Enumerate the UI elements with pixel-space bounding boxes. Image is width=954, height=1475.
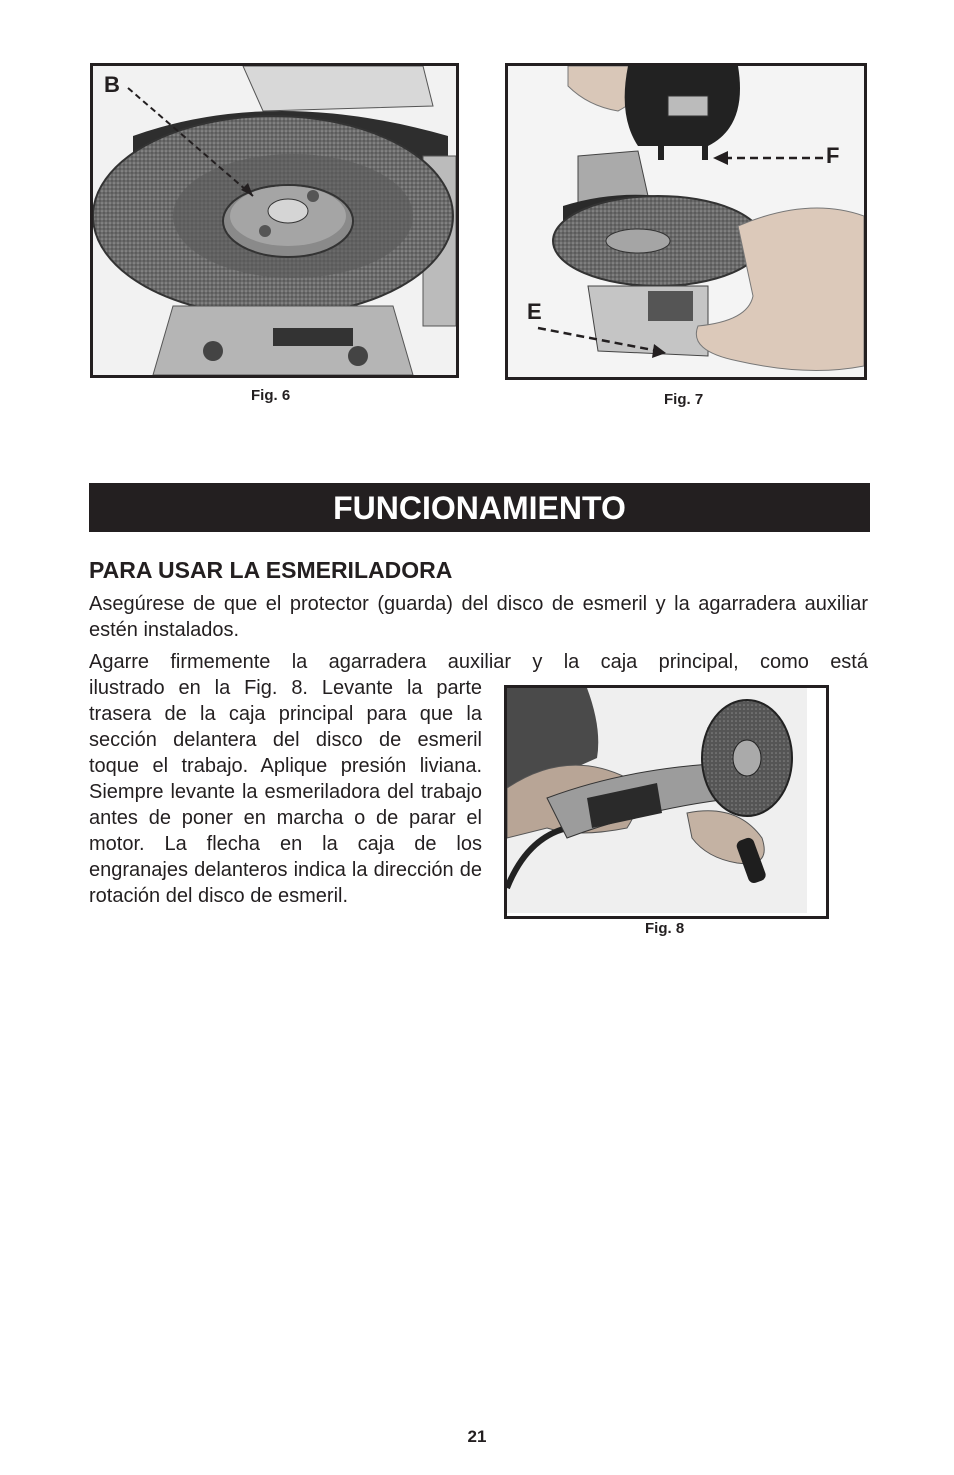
figure-8-caption: Fig. 8 (645, 920, 685, 937)
paragraph-2-line-1: Agarre firmemente la agarradera auxiliar y la caja principal, como está (89, 651, 868, 673)
section-subheading: PARA USAR LA ESMERILADORA (89, 557, 453, 583)
figure-6-caption: Fig. 6 (251, 387, 291, 404)
guard-installation-illustration (508, 66, 864, 377)
callout-b: B (104, 72, 120, 97)
figure-7-photo (505, 63, 867, 380)
section-banner: FUNCIONAMIENTO (89, 483, 870, 532)
grinding-wheel-illustration (93, 66, 456, 375)
page-number: 21 (467, 1427, 487, 1446)
paragraph-1: Asegúrese de que el protector (guarda) del disco de esmeril y la agarradera auxiliar estén instalados. (89, 593, 868, 641)
paragraph-2-body: ilustrado en la Fig. 8. Levante la parte trasera de la caja principal para que la sección delantera del disco de esmeril toque el trabajo. Aplique presión liviana. Siempre levante la esmeriladora del trabajo antes de poner en marcha o de parar el motor. La flecha en la caja de los engranajes delanteros indica la dirección de rotación del disco de esmeril. (89, 677, 482, 907)
figure-6-photo (90, 63, 459, 378)
callout-e: E (527, 299, 542, 324)
grinder-in-use-illustration (507, 688, 826, 916)
figure-7-caption: Fig. 7 (664, 391, 704, 408)
callout-f: F (826, 143, 840, 168)
figure-8-photo (504, 685, 829, 919)
